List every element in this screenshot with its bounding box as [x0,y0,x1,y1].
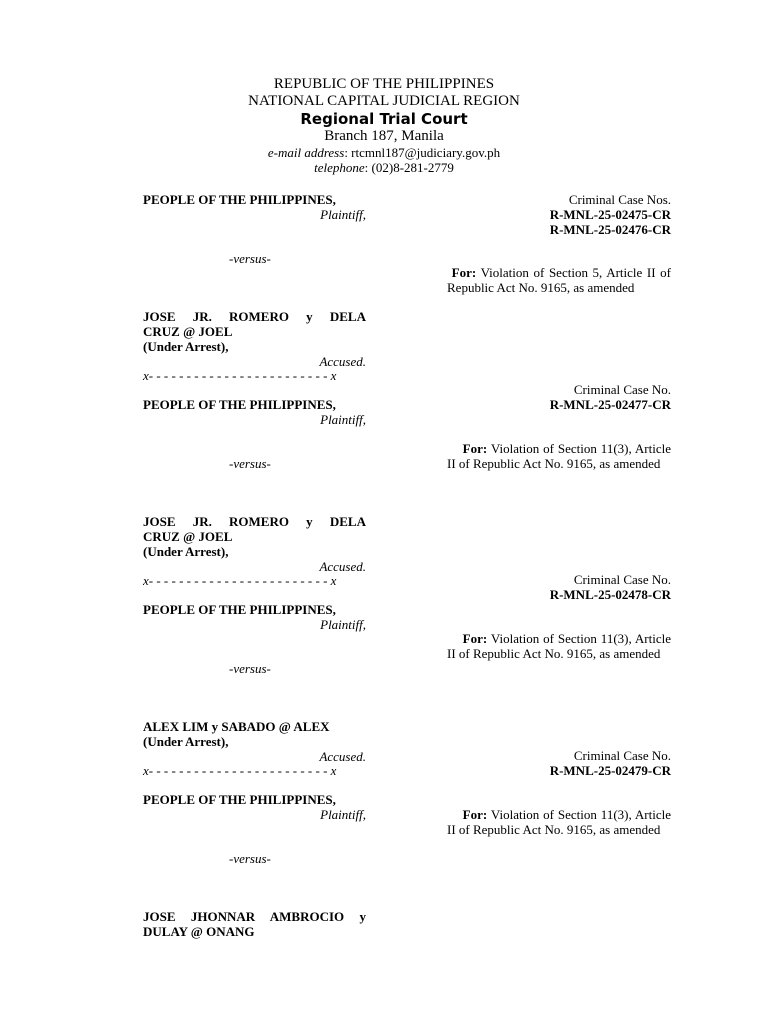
case-4-charge [447,807,671,837]
accused-name-line1: ALEX LIM y SABADO @ ALEX [143,719,330,734]
case-3-charge [447,631,671,661]
accused-name-line1: JOSE JR. ROMERO y DELA [143,514,366,529]
header-region: NATIONAL CAPITAL JUDICIAL REGION [248,93,520,109]
case-2-versus: -versus- [229,456,271,471]
court-header [0,76,768,175]
for-label: For: [462,807,488,822]
accused-name-line2: CRUZ @ JOEL [143,529,233,544]
phone-value: : (02)8-281-2779 [364,160,454,175]
case-2-charge [447,441,671,471]
accused-name-line2: CRUZ @ JOEL [143,324,233,339]
header-branch: Branch 187, Manila [324,128,444,144]
case-4-accused-block [143,909,366,939]
case-1-plaintiff-block [143,192,366,222]
accused-name-line2: DULAY @ ONANG [143,924,255,939]
case-1-case-block [447,192,671,237]
case-separator: x- - - - - - - - - - - - - - - - - - - - - - - - x [143,573,337,588]
accused-role: Accused. [319,559,366,574]
plaintiff-role: Plaintiff, [320,207,366,222]
phone-label: telephone [314,160,365,175]
case-3-accused-block [143,719,366,764]
for-text: Violation of Section 11(3), Article II of Republic Act No. 9165, as amended [447,631,672,661]
case-label: Criminal Case No. [573,572,671,587]
plaintiff-role: Plaintiff, [320,617,366,632]
case-1-charge [447,265,671,295]
email-value: : rtcmnl187@judiciary.gov.ph [344,145,501,160]
header-email [0,145,768,160]
case-4-plaintiff-block [143,792,366,822]
case-number: R-MNL-25-02475-CR [549,207,671,222]
for-text: Violation of Section 11(3), Article II of Republic Act No. 9165, as amended [447,441,672,471]
accused-name-line1: JOSE JR. ROMERO y DELA [143,309,366,324]
accused-status: (Under Arrest), [143,734,229,749]
header-phone [0,160,768,175]
case-1-accused-block [143,309,366,369]
case-3-case-block [447,572,671,602]
case-2-accused-block [143,514,366,574]
accused-status: (Under Arrest), [143,339,229,354]
plaintiff-role: Plaintiff, [320,807,366,822]
case-label: Criminal Case No. [573,382,671,397]
email-label: e-mail address [267,145,345,160]
accused-status: (Under Arrest), [143,544,229,559]
case-4-case-block [447,748,671,778]
for-text: Violation of Section 11(3), Article II of Republic Act No. 9165, as amended [447,807,672,837]
header-republic: REPUBLIC OF THE PHILIPPINES [273,76,495,92]
case-3-plaintiff-block [143,602,366,632]
case-2-case-block [447,382,671,412]
plaintiff-name: PEOPLE OF THE PHILIPPINES, [143,792,336,807]
case-label: Criminal Case Nos. [568,192,671,207]
case-2-plaintiff-block [143,397,366,427]
case-3-versus: -versus- [229,661,271,676]
plaintiff-name: PEOPLE OF THE PHILIPPINES, [143,602,336,617]
accused-role: Accused. [319,354,366,369]
header-court: Regional Trial Court [300,110,468,128]
plaintiff-role: Plaintiff, [320,412,366,427]
case-label: Criminal Case No. [573,748,671,763]
case-number: R-MNL-25-02477-CR [549,397,671,412]
case-4-versus: -versus- [229,851,271,866]
case-number: R-MNL-25-02479-CR [549,763,671,778]
for-text: Violation of Section 5, Article II of Republic Act No. 9165, as amended [447,265,672,295]
case-separator: x- - - - - - - - - - - - - - - - - - - - - - - - x [143,763,337,778]
for-label: For: [462,441,488,456]
case-1-versus: -versus- [229,251,271,266]
accused-name-line1: JOSE JHONNAR AMBROCIO y [143,909,366,924]
case-separator: x- - - - - - - - - - - - - - - - - - - - - - - - x [143,368,337,383]
for-label: For: [462,631,488,646]
plaintiff-name: PEOPLE OF THE PHILIPPINES, [143,397,336,412]
for-label: For: [451,265,477,280]
case-number: R-MNL-25-02476-CR [549,222,671,237]
accused-role: Accused. [319,749,366,764]
case-number: R-MNL-25-02478-CR [549,587,671,602]
plaintiff-name: PEOPLE OF THE PHILIPPINES, [143,192,336,207]
